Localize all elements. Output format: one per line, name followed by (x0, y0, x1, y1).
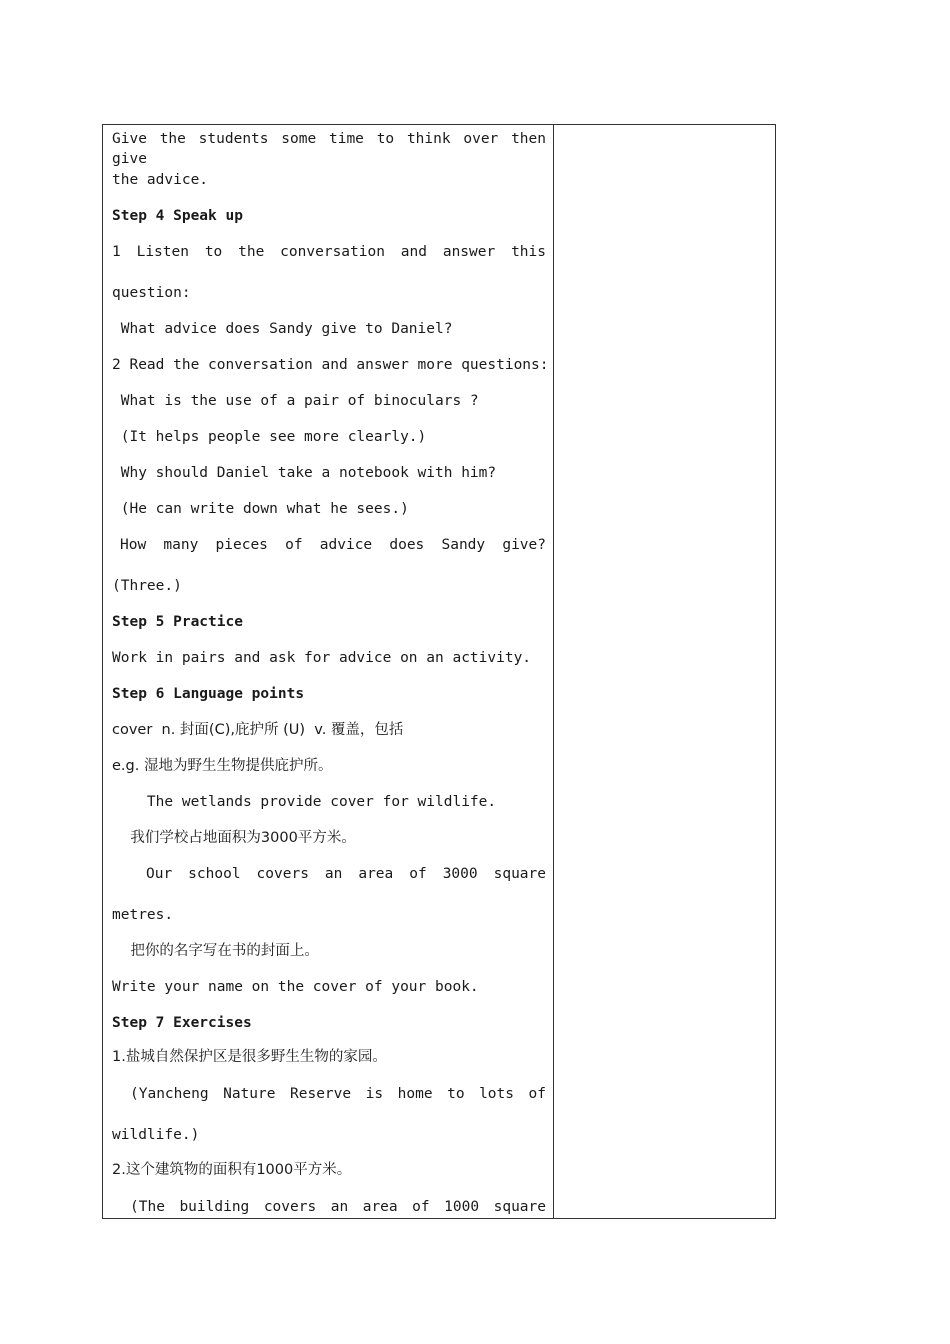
text-line: wildlife.) (112, 1127, 200, 1143)
text-line: Why should Daniel take a notebook with him? (112, 465, 497, 481)
text-line: 2.这个建筑物的面积有1000平方米。 (112, 1162, 352, 1178)
step-heading: Step 6 Language points (112, 686, 305, 702)
text-line: question: (112, 285, 191, 301)
notes-cell (554, 125, 775, 1218)
text-line: (It helps people see more clearly.) (112, 429, 427, 445)
text-line: the advice. (112, 172, 209, 188)
text-line: (He can write down what he sees.) (112, 501, 409, 517)
text-line: 2 Read the conversation and answer more questions: (112, 357, 549, 373)
text-line: How many pieces of advice does Sandy give? (120, 537, 546, 553)
step-heading: Step 4 Speak up (112, 208, 243, 224)
text-line: Work in pairs and ask for advice on an activity. (112, 650, 532, 666)
text-line: metres. (112, 907, 174, 923)
text-line: 1.盐城自然保护区是很多野生生物的家园。 (112, 1049, 387, 1065)
step-heading: Step 7 Exercises (112, 1015, 252, 1031)
text-line: What advice does Sandy give to Daniel? (112, 321, 453, 337)
text-line: Write your name on the cover of your book. (112, 979, 479, 995)
text-line: 把你的名字写在书的封面上。 (112, 943, 319, 959)
text-line: (Yancheng Nature Reserve is home to lots of (130, 1086, 546, 1102)
text-line: cover n. 封面(C),庇护所 (U) v. 覆盖，包括 (112, 722, 404, 738)
text-line: Give the students some time to think over then give (112, 131, 546, 167)
text-line: 1 Listen to the conversation and answer this (112, 244, 546, 260)
text-line: Our school covers an area of 3000 square (146, 866, 546, 882)
text-line: (Three.) (112, 578, 182, 594)
text-line: The wetlands provide cover for wildlife. (112, 794, 497, 810)
teaching-procedure-cell (103, 125, 553, 1218)
text-line: What is the use of a pair of binoculars ? (112, 393, 479, 409)
text-line: (The building covers an area of 1000 square (130, 1199, 546, 1215)
lesson-plan-table (102, 124, 776, 1219)
step-heading: Step 5 Practice (112, 614, 243, 630)
text-line: 我们学校占地面积为3000平方米。 (112, 830, 356, 846)
text-line: e.g. 湿地为野生生物提供庇护所。 (112, 758, 333, 774)
